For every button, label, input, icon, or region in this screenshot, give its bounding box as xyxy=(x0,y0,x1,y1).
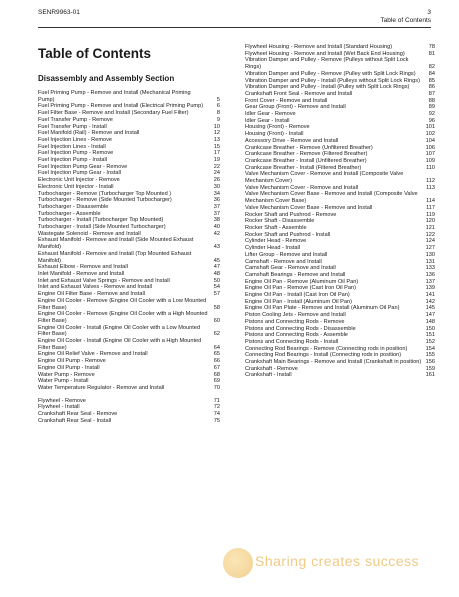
toc-entry-title: Connecting Rod Bearings - Remove (Connecting rods in position) xyxy=(245,345,408,352)
toc-entry-page: 147 xyxy=(425,312,435,319)
toc-entry[interactable] xyxy=(38,157,220,164)
toc-entry-title: Idler Gear - Remove xyxy=(245,111,296,118)
toc-entry-title: Valve Mechanism Cover - Remove and Install xyxy=(245,184,359,191)
toc-entry-title: Crankcase Breather - Install (Filtered Breather) xyxy=(245,164,362,171)
toc-entry-page: 42 xyxy=(213,230,220,237)
toc-entry[interactable] xyxy=(245,265,435,272)
toc-entry[interactable] xyxy=(245,165,435,172)
toc-entry-page: 112 xyxy=(426,178,435,185)
toc-entry-title: Engine Oil Cooler - Install (Engine Oil Cooler with a High Mounted Filter Base) xyxy=(38,338,202,351)
toc-entry-title: Valve Mechanism Cover - Remove and Install (Composite Valve Mechanism Cover) xyxy=(245,171,404,185)
toc-entry[interactable] xyxy=(245,185,435,192)
toc-entry[interactable] xyxy=(245,91,435,98)
toc-entry-page: 50 xyxy=(213,277,220,284)
toc-entry-page: 58 xyxy=(213,304,220,311)
toc-entry-page: 110 xyxy=(426,164,435,171)
toc-entry[interactable] xyxy=(245,71,435,78)
toc-entry-title: Engine Oil Relief Valve - Remove and Install xyxy=(38,351,148,358)
toc-entry[interactable] xyxy=(38,137,220,144)
toc-entry-page: 5 xyxy=(216,96,220,103)
toc-entry-title: Engine Oil Pan - Install (Aluminum Oil Pan) xyxy=(245,298,352,305)
toc-entry-title: Rocker Shaft and Pushrod - Install xyxy=(245,231,331,238)
toc-entry[interactable] xyxy=(38,150,220,157)
toc-entry-page: 85 xyxy=(428,77,435,84)
toc-entry[interactable] xyxy=(245,131,435,138)
toc-entry-title: Engine Oil Pan - Install (Cast Iron Oil Pan) xyxy=(245,292,350,299)
toc-entry-page: 154 xyxy=(425,345,435,352)
toc-entry-page: 75 xyxy=(213,417,220,424)
toc-entry-title: Engine Oil Cooler - Remove (Engine Oil Cooler with a High Mounted Filter Base) xyxy=(38,311,208,324)
toc-entry-title: Fuel Filter Base - Remove and Install (Secondary Fuel Filter) xyxy=(38,110,189,117)
toc-entry[interactable] xyxy=(245,98,435,105)
toc-entry[interactable] xyxy=(245,151,435,158)
toc-entry[interactable] xyxy=(245,78,435,85)
document-id: SENR9963-01 xyxy=(38,9,80,16)
toc-entry-page: 22 xyxy=(213,163,220,170)
toc-entry[interactable] xyxy=(38,144,220,151)
toc-entry-title: Engine Oil Pump - Install xyxy=(38,364,100,371)
toc-entry-title: Engine Oil Pan - Remove (Aluminum Oil Pan) xyxy=(245,278,359,285)
toc-entry[interactable] xyxy=(245,332,435,339)
toc-entry-page: 71 xyxy=(213,397,220,404)
toc-entry-title: Lifter Group - Remove and Install xyxy=(245,251,328,258)
toc-entry-title: Camshaft - Remove and Install xyxy=(245,258,322,265)
toc-entry-page: 117 xyxy=(426,204,435,211)
toc-entry[interactable] xyxy=(245,205,435,212)
toc-entry-title: Fuel Injection Lines - Remove xyxy=(38,136,112,143)
toc-entry-page: 84 xyxy=(428,70,435,77)
toc-entry[interactable] xyxy=(38,284,220,291)
toc-entry-page: 109 xyxy=(425,157,435,164)
toc-entry-page: 159 xyxy=(425,365,435,372)
toc-entry-page: 64 xyxy=(213,344,220,351)
toc-entry-page: 26 xyxy=(213,177,220,184)
toc-entry-page: 150 xyxy=(425,325,435,332)
toc-entry-page: 145 xyxy=(425,305,435,312)
toc-entry[interactable] xyxy=(245,57,435,70)
toc-entry[interactable] xyxy=(245,352,435,359)
toc-entry-title: Fuel Injection Pump - Install xyxy=(38,157,108,164)
toc-entry-title: Rocker Shaft - Disassemble xyxy=(245,218,315,225)
toc-entry-page: 89 xyxy=(428,104,435,111)
page-title: Table of Contents xyxy=(38,46,151,61)
toc-entry-page: 81 xyxy=(428,50,435,57)
toc-entry-page: 122 xyxy=(425,231,435,238)
toc-entry-page: 101 xyxy=(425,124,435,131)
toc-entry-title: Valve Mechanism Cover Base - Remove and Install xyxy=(245,204,373,211)
toc-entry[interactable] xyxy=(38,325,220,338)
toc-entry[interactable] xyxy=(245,372,435,379)
toc-entry[interactable] xyxy=(245,51,435,58)
toc-entry-title: Rocker Shaft and Pushrod - Remove xyxy=(245,211,337,218)
toc-entry-title: Vibration Damper and Pulley - Remove (Pulleys without Split Lock Rings) xyxy=(245,57,409,71)
toc-entry[interactable] xyxy=(38,338,220,351)
toc-entry-title: Turbocharger - Install (Side Mounted Turbocharger) xyxy=(38,224,166,231)
toc-entry-title: Crankshaft Rear Seal - Install xyxy=(38,417,112,424)
toc-entry-title: Cylinder Head - Remove xyxy=(245,238,307,245)
toc-entry-page: 156 xyxy=(425,359,435,366)
toc-entry-title: Accessory Drive - Remove and Install xyxy=(245,137,339,144)
toc-entry-title: Fuel Transfer Pump - Install xyxy=(38,123,107,130)
toc-entry[interactable] xyxy=(245,104,435,111)
toc-entry[interactable] xyxy=(38,271,220,278)
toc-entry-title: Exhaust Elbow - Remove and Install xyxy=(38,264,128,271)
toc-entry-title: Engine Oil Filter Base - Remove and Install xyxy=(38,291,145,298)
watermark-text: Sharing creates success xyxy=(255,553,420,569)
toc-entry-page: 69 xyxy=(213,378,220,385)
toc-entry-title: Exhaust Manifold - Remove and Install (Side Mounted Exhaust Manifold) xyxy=(38,237,194,251)
toc-entry[interactable] xyxy=(245,218,435,225)
toc-entry-page: 121 xyxy=(425,224,435,231)
toc-entry-page: 86 xyxy=(428,84,435,91)
toc-entry-page: 9 xyxy=(216,116,220,123)
toc-entry-title: Valve Mechanism Cover Base - Remove and Install (Composite Valve Mechanism Cover Base) xyxy=(245,191,418,205)
toc-entry-page: 148 xyxy=(425,318,435,325)
toc-entry-page: 124 xyxy=(425,238,435,245)
toc-entry-page: 30 xyxy=(213,183,220,190)
toc-entry-page: 88 xyxy=(428,97,435,104)
toc-entry-title: Housing (Front) - Remove xyxy=(245,124,310,131)
toc-entry[interactable] xyxy=(245,212,435,219)
toc-entry[interactable] xyxy=(38,90,220,103)
toc-entry[interactable] xyxy=(245,279,435,286)
toc-entry-page: 161 xyxy=(425,372,435,379)
toc-entry-title: Crankshaft - Install xyxy=(245,372,292,379)
toc-entry-page: 142 xyxy=(425,298,435,305)
toc-entry-page: 24 xyxy=(213,170,220,177)
toc-entry[interactable] xyxy=(38,385,220,392)
toc-right-column xyxy=(245,44,435,379)
section-title: Disassembly and Assembly Section xyxy=(38,74,175,83)
toc-entry[interactable] xyxy=(245,191,435,204)
toc-entry-page: 62 xyxy=(213,331,220,338)
toc-entry[interactable] xyxy=(38,351,220,358)
toc-entry[interactable] xyxy=(38,184,220,191)
toc-entry-page: 65 xyxy=(213,351,220,358)
toc-entry-page: 8 xyxy=(216,110,220,117)
toc-entry-title: Crankshaft Front Seal - Remove and Install xyxy=(245,90,353,97)
toc-entry-title: Vibration Damper and Pulley - Remove (Pulley with Split Lock Rings) xyxy=(245,70,416,77)
toc-entry-page: 152 xyxy=(425,338,435,345)
toc-entry-page: 106 xyxy=(425,144,435,151)
toc-entry-page: 136 xyxy=(425,271,435,278)
toc-entry-page: 17 xyxy=(213,150,220,157)
toc-entry-page: 6 xyxy=(216,103,220,110)
watermark-logo-icon xyxy=(223,548,253,578)
toc-entry-title: Crankshaft Main Bearings - Remove and Install (Crankshaft in position) xyxy=(245,359,422,366)
toc-entry[interactable] xyxy=(245,312,435,319)
toc-entry-title: Idler Gear - Install xyxy=(245,117,290,124)
toc-entry[interactable] xyxy=(38,278,220,285)
toc-entry-title: Crankshaft - Remove xyxy=(245,365,298,372)
toc-entry-page: 10 xyxy=(213,123,220,130)
toc-entry-title: Water Temperature Regulator - Remove and Install xyxy=(38,384,165,391)
toc-entry[interactable] xyxy=(245,138,435,145)
toc-entry-title: Turbocharger - Remove (Side Mounted Turbocharger) xyxy=(38,197,172,204)
toc-entry-page: 12 xyxy=(213,130,220,137)
toc-entry-page: 54 xyxy=(213,284,220,291)
toc-entry-title: Flywheel - Remove xyxy=(38,397,86,404)
toc-entry-page: 57 xyxy=(213,291,220,298)
toc-entry-page: 47 xyxy=(213,264,220,271)
toc-entry-page: 74 xyxy=(213,411,220,418)
toc-entry-page: 87 xyxy=(428,90,435,97)
toc-entry[interactable] xyxy=(245,158,435,165)
toc-entry-title: Turbocharger - Remove (Turbocharger Top Mounted ) xyxy=(38,190,172,197)
toc-entry[interactable] xyxy=(245,272,435,279)
toc-entry-title: Flywheel - Install xyxy=(38,404,80,411)
toc-entry-title: Vibration Damper and Pulley - Install (Pulleys without Split Lock Rings) xyxy=(245,77,420,84)
toc-entry[interactable] xyxy=(245,171,435,184)
toc-left-column xyxy=(38,90,220,424)
toc-entry[interactable] xyxy=(245,145,435,152)
toc-entry-page: 37 xyxy=(213,210,220,217)
toc-entry-title: Turbocharger - Assemble xyxy=(38,210,101,217)
toc-entry-title: Fuel Priming Pump - Remove and Install (Mechanical Priming Pump) xyxy=(38,90,191,103)
toc-entry[interactable] xyxy=(38,404,220,411)
toc-entry-title: Crankshaft Rear Seal - Remove xyxy=(38,411,118,418)
toc-entry-page: 13 xyxy=(213,136,220,143)
toc-entry[interactable] xyxy=(38,217,220,224)
toc-entry-page: 82 xyxy=(428,64,435,71)
toc-entry-title: Rocker Shaft - Assemble xyxy=(245,224,307,231)
toc-entry-title: Fuel Injection Pump Gear - Install xyxy=(38,170,122,177)
toc-entry-page: 104 xyxy=(425,137,435,144)
toc-entry-title: Flywheel Housing - Remove and Install (Standard Housing) xyxy=(245,44,393,50)
toc-entry-title: Turbocharger - Disassemble xyxy=(38,203,109,210)
toc-entry[interactable] xyxy=(245,259,435,266)
toc-entry[interactable] xyxy=(245,346,435,353)
toc-entry-page: 36 xyxy=(213,197,220,204)
toc-entry-title: Wastegate Solenoid - Remove and Install xyxy=(38,230,141,237)
toc-entry[interactable] xyxy=(245,245,435,252)
toc-entry[interactable] xyxy=(245,44,435,51)
toc-entry[interactable] xyxy=(38,191,220,198)
toc-entry[interactable] xyxy=(38,237,220,250)
toc-entry-title: Housing (Front) - Install xyxy=(245,131,304,138)
toc-entry-page: 15 xyxy=(213,143,220,150)
page-number: 3 xyxy=(427,9,431,16)
toc-entry[interactable] xyxy=(38,291,220,298)
toc-entry[interactable] xyxy=(245,319,435,326)
toc-entry-title: Crankcase Breather - Remove (Filtered Breather) xyxy=(245,151,368,158)
toc-entry-page: 114 xyxy=(426,198,435,205)
toc-entry-page: 19 xyxy=(213,157,220,164)
toc-entry-title: Fuel Injection Lines - Install xyxy=(38,143,106,150)
toc-entry-page: 92 xyxy=(428,111,435,118)
toc-entry[interactable] xyxy=(245,232,435,239)
toc-entry-page: 60 xyxy=(213,317,220,324)
toc-entry[interactable] xyxy=(245,339,435,346)
toc-entry[interactable] xyxy=(245,305,435,312)
toc-entry[interactable] xyxy=(245,299,435,306)
toc-entry-title: Engine Oil Pan - Remove (Cast Iron Oil Pan) xyxy=(245,285,356,292)
toc-entry-title: Engine Oil Pan Plate - Remove and Install (Aluminum Oil Pan) xyxy=(245,305,400,312)
toc-entry[interactable] xyxy=(245,238,435,245)
toc-entry-title: Piston Cooling Jets - Remove and Install xyxy=(245,312,346,319)
toc-entry-page: 137 xyxy=(425,278,435,285)
toc-entry[interactable] xyxy=(38,197,220,204)
toc-entry-page: 67 xyxy=(213,364,220,371)
toc-entry-page: 34 xyxy=(213,190,220,197)
toc-entry-page: 119 xyxy=(426,211,435,218)
toc-entry-title: Cylinder Head - Install xyxy=(245,245,301,252)
toc-entry-title: Exhaust Manifold - Remove and Install (Top Mounted Exhaust Manifold) xyxy=(38,250,192,264)
running-header xyxy=(380,9,431,25)
toc-entry-page: 120 xyxy=(425,218,435,225)
toc-entry-page: 68 xyxy=(213,371,220,378)
toc-entry[interactable] xyxy=(245,292,435,299)
toc-entry[interactable] xyxy=(245,252,435,259)
toc-entry-page: 43 xyxy=(213,244,220,251)
toc-entry-page: 127 xyxy=(425,245,435,252)
toc-entry[interactable] xyxy=(38,398,220,405)
toc-entry[interactable] xyxy=(38,124,220,131)
toc-entry-title: Electronic Unit Injector - Remove xyxy=(38,177,120,184)
toc-entry-page: 141 xyxy=(425,292,435,299)
toc-entry-title: Fuel Injection Pump - Remove xyxy=(38,150,114,157)
toc-entry-title: Turbocharger - Install (Turbocharger Top Mounted) xyxy=(38,217,164,224)
toc-entry-page: 130 xyxy=(425,251,435,258)
toc-entry[interactable] xyxy=(245,366,435,373)
toc-entry-page: 48 xyxy=(213,270,220,277)
toc-entry[interactable] xyxy=(245,111,435,118)
toc-entry[interactable] xyxy=(245,124,435,131)
toc-entry-page: 102 xyxy=(425,131,435,138)
toc-entry-title: Engine Oil Pump - Remove xyxy=(38,358,106,365)
toc-entry-title: Pistons and Connecting Rods - Remove xyxy=(245,318,345,325)
running-title: Table of Contents xyxy=(380,17,431,24)
toc-entry[interactable] xyxy=(245,359,435,366)
toc-entry[interactable] xyxy=(38,378,220,385)
toc-entry[interactable] xyxy=(38,411,220,418)
toc-entry[interactable] xyxy=(245,326,435,333)
toc-entry[interactable] xyxy=(245,225,435,232)
toc-entry-title: Pistons and Connecting Rods - Disassemble xyxy=(245,325,356,332)
toc-entry[interactable] xyxy=(38,204,220,211)
toc-entry-title: Electronic Unit Injector - Install xyxy=(38,183,114,190)
toc-entry[interactable] xyxy=(38,211,220,218)
toc-entry-title: Fuel Priming Pump - Remove and Install (Electrical Priming Pump) xyxy=(38,103,204,110)
toc-entry-title: Inlet Manifold - Remove and Install xyxy=(38,270,125,277)
toc-entry[interactable] xyxy=(38,110,220,117)
toc-entry-page: 38 xyxy=(213,217,220,224)
toc-entry-title: Gear Group (Front) - Remove and Install xyxy=(245,104,346,111)
toc-entry-page: 40 xyxy=(213,224,220,231)
toc-entry-title: Inlet and Exhaust Valves - Remove and Install xyxy=(38,284,153,291)
toc-entry-title: Crankcase Breather - Remove (Unfiltered Breather) xyxy=(245,144,373,151)
toc-entry[interactable] xyxy=(38,170,220,177)
toc-entry-title: Fuel Transfer Pump - Remove xyxy=(38,116,113,123)
toc-entry[interactable] xyxy=(38,311,220,324)
toc-entry-title: Water Pump - Remove xyxy=(38,371,95,378)
toc-entry-page: 133 xyxy=(425,265,435,272)
toc-entry-page: 131 xyxy=(425,258,435,265)
toc-entry[interactable] xyxy=(38,130,220,137)
toc-entry-title: Fuel Injection Pump Gear - Remove xyxy=(38,163,128,170)
toc-entry[interactable] xyxy=(38,358,220,365)
toc-entry[interactable] xyxy=(38,103,220,110)
toc-entry[interactable] xyxy=(245,118,435,125)
toc-entry-title: Pistons and Connecting Rods - Assemble xyxy=(245,332,348,339)
toc-entry-title: Engine Oil Cooler - Remove (Engine Oil Cooler with a Low Mounted Filter Base) xyxy=(38,297,207,311)
toc-entry-title: Camshaft Bearings - Remove and Install xyxy=(245,271,346,278)
toc-entry-title: Camshaft Gear - Remove and Install xyxy=(245,265,336,272)
toc-entry-page: 151 xyxy=(425,332,435,339)
toc-entry-title: Pistons and Connecting Rods - Install xyxy=(245,338,339,345)
toc-entry-title: Connecting Rod Bearings - Install (Connecting rods in position) xyxy=(245,352,402,359)
toc-entry-page: 70 xyxy=(213,384,220,391)
toc-entry[interactable] xyxy=(38,224,220,231)
toc-entry-title: Flywheel Housing - Remove and Install (Wet Back End Housing) xyxy=(245,50,405,57)
toc-entry-page: 66 xyxy=(213,358,220,365)
toc-entry[interactable] xyxy=(38,231,220,238)
toc-entry[interactable] xyxy=(38,251,220,264)
toc-entry-title: Water Pump - Install xyxy=(38,378,89,385)
toc-entry-page: 78 xyxy=(428,44,435,50)
header-rule xyxy=(38,27,431,28)
toc-entry-title: Engine Oil Cooler - Install (Engine Oil Cooler with a Low Mounted Filter Base) xyxy=(38,324,200,338)
toc-entry[interactable] xyxy=(38,164,220,171)
toc-entry-title: Vibration Damper and Pulley - Install (Pulley with Split Lock Rings) xyxy=(245,84,410,91)
toc-entry[interactable] xyxy=(245,84,435,91)
toc-entry[interactable] xyxy=(38,365,220,372)
toc-entry[interactable] xyxy=(38,418,220,425)
toc-entry[interactable] xyxy=(38,298,220,311)
toc-entry-page: 113 xyxy=(426,184,435,191)
toc-entry[interactable] xyxy=(38,372,220,379)
toc-entry[interactable] xyxy=(38,117,220,124)
toc-entry-page: 45 xyxy=(213,257,220,264)
toc-entry-page: 155 xyxy=(425,352,435,359)
toc-entry-page: 96 xyxy=(428,117,435,124)
toc-entry[interactable] xyxy=(245,285,435,292)
toc-entry-title: Front Cover - Remove and Install xyxy=(245,97,328,104)
toc-entry-page: 107 xyxy=(425,151,435,158)
toc-entry-title: Inlet and Exhaust Valve Springs - Remove and Install xyxy=(38,277,170,284)
toc-entry[interactable] xyxy=(38,264,220,271)
toc-entry-title: Fuel Manifold (Rail) - Remove and Install xyxy=(38,130,140,137)
toc-entry-title: Crankcase Breather - Install (Unfiltered Breather) xyxy=(245,157,367,164)
toc-entry[interactable] xyxy=(38,177,220,184)
toc-entry-page: 72 xyxy=(213,404,220,411)
toc-entry-page: 139 xyxy=(425,285,435,292)
toc-entry-page: 37 xyxy=(213,203,220,210)
